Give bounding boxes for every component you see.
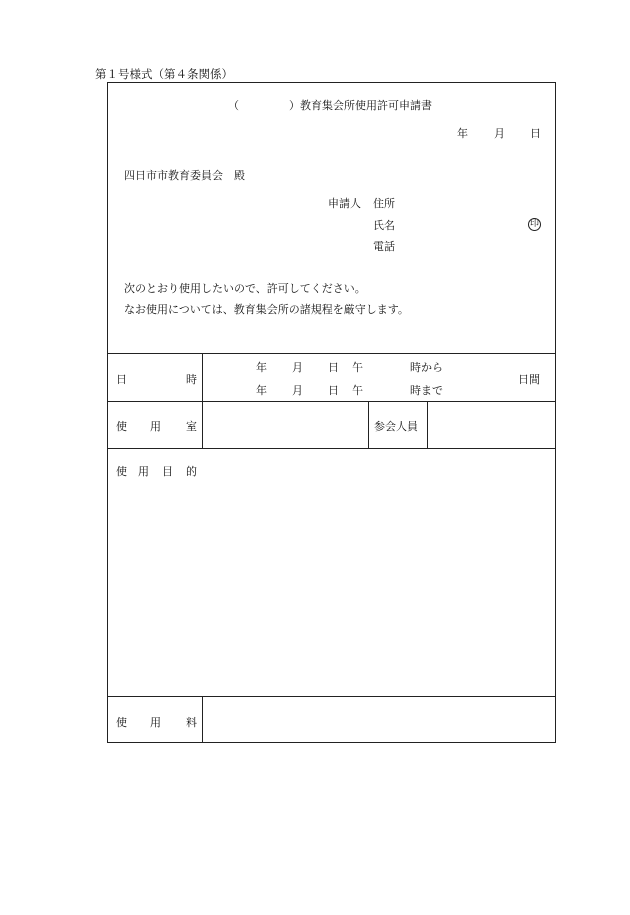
datetime-label-left: 日 <box>116 373 127 386</box>
rule-participants-left <box>368 401 369 448</box>
fee-label-2: 用 <box>150 716 161 729</box>
form-number: 第１号様式（第４条関係） <box>95 67 233 81</box>
days-label: 日間 <box>518 373 540 386</box>
purpose-label-2: 用 <box>138 465 149 478</box>
to-month: 月 <box>292 384 303 397</box>
from-suffix: 時から <box>410 361 443 374</box>
from-year: 年 <box>256 361 267 374</box>
title-open-paren: （ <box>228 99 239 112</box>
rule-datetime-top <box>107 353 556 354</box>
date-year: 年 <box>457 127 468 140</box>
from-ampm: 午 <box>352 361 363 374</box>
to-suffix: 時まで <box>410 384 443 397</box>
to-year: 年 <box>256 384 267 397</box>
datetime-label-right: 時 <box>186 373 197 386</box>
purpose-label-4: 的 <box>186 465 197 478</box>
phone-label: 電話 <box>373 240 395 253</box>
rule-fee-label-column <box>202 696 203 743</box>
from-day: 日 <box>328 361 339 374</box>
page-title: ）教育集会所使用許可申請書 <box>289 99 432 112</box>
room-label-2: 用 <box>150 420 161 433</box>
rule-participants-right <box>427 401 428 448</box>
request-text-line-1: 次のとおり使用したいので、許可してください。 <box>124 282 366 295</box>
rule-room-top <box>107 401 556 402</box>
rule-fee-top <box>107 696 556 697</box>
participants-label: 参会人員 <box>374 420 418 433</box>
room-label-1: 使 <box>116 420 127 433</box>
request-text-line-2: なお使用については、教育集会所の諸規程を厳守します。 <box>124 303 409 316</box>
address-label: 住所 <box>373 197 395 210</box>
name-label: 氏名 <box>373 219 395 232</box>
date-day: 日 <box>530 127 541 140</box>
fee-label-3: 料 <box>186 716 197 729</box>
fee-label-1: 使 <box>116 716 127 729</box>
to-day: 日 <box>328 384 339 397</box>
rule-purpose-top <box>107 448 556 449</box>
addressee: 四日市市教育委員会 殿 <box>124 169 245 182</box>
seal-mark: 印 <box>529 219 539 229</box>
purpose-label-1: 使 <box>116 465 127 478</box>
room-label-3: 室 <box>186 420 197 433</box>
date-month: 月 <box>494 127 505 140</box>
from-month: 月 <box>292 361 303 374</box>
rule-label-column <box>202 353 203 448</box>
applicant-label: 申請人 <box>328 197 361 210</box>
to-ampm: 午 <box>352 384 363 397</box>
purpose-label-3: 目 <box>162 465 173 478</box>
